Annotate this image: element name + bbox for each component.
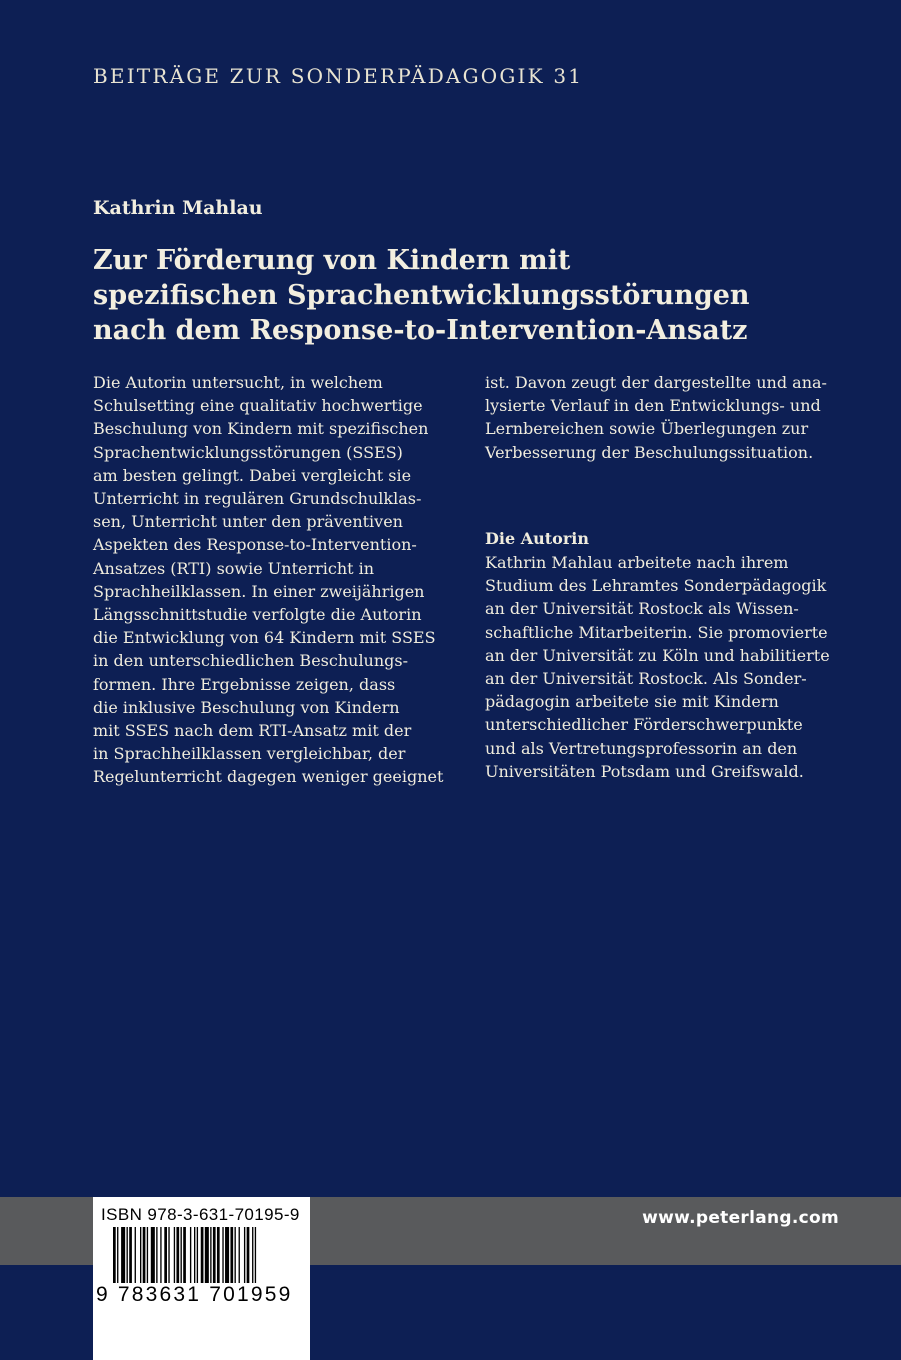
text-line: und als Vertretungsprofessorin an den bbox=[485, 738, 798, 758]
text-line: sen, Unterricht unter den präventiven bbox=[93, 512, 403, 532]
series-title: BEITRÄGE ZUR SONDERPÄDAGOGIK 31 bbox=[93, 64, 584, 88]
text-line: Sprachheilklassen. In einer zweijährigen bbox=[93, 581, 425, 601]
text-line: Schulsetting eine qualitativ hochwertige bbox=[93, 396, 423, 416]
title-line: nach dem Response-to-Intervention-Ansatz bbox=[93, 315, 748, 346]
text-line: Längsschnittstudie verfolgte die Autorin bbox=[93, 605, 422, 625]
text-line: die Entwicklung von 64 Kindern mit SSES bbox=[93, 628, 436, 648]
text-line: ist. Davon zeugt der dargestellte und ana- bbox=[485, 373, 827, 392]
text-line: Beschulung von Kindern mit spezifischen bbox=[93, 419, 429, 439]
text-line: in Sprachheilklassen vergleichbar, der bbox=[93, 744, 406, 764]
text-line: mit SSES nach dem RTI-Ansatz mit der bbox=[93, 721, 412, 741]
text-line: lysierte Verlauf in den Entwicklungs- und bbox=[485, 396, 821, 416]
abstract-right-column bbox=[485, 371, 845, 464]
text-line: Lernbereichen sowie Überlegungen zur bbox=[485, 419, 809, 439]
abstract-left-column bbox=[93, 371, 453, 789]
book-title bbox=[93, 243, 853, 348]
text-line: an der Universität Rostock als Wissen- bbox=[485, 599, 799, 619]
text-line: Regelunterricht dagegen weniger geeignet bbox=[93, 767, 444, 787]
text-line: Aspekten des Response-to-Intervention- bbox=[93, 535, 417, 555]
text-line: Kathrin Mahlau arbeitete nach ihrem bbox=[485, 553, 789, 572]
text-line: Verbesserung der Beschulungssituation. bbox=[485, 442, 814, 462]
text-line: am besten gelingt. Dabei vergleicht sie bbox=[93, 465, 412, 485]
title-line: Zur Förderung von Kindern mit bbox=[93, 245, 571, 276]
about-author-heading: Die Autorin bbox=[485, 529, 589, 548]
barcode-image bbox=[113, 1227, 298, 1283]
barcode-digits: 9 783631 701959 bbox=[96, 1283, 293, 1306]
text-line: Studium des Lehramtes Sonderpädagogik bbox=[485, 576, 827, 596]
text-line: Sprachentwicklungsstörungen (SSES) bbox=[93, 442, 403, 462]
text-line: Unterricht in regulären Grundschulklas- bbox=[93, 489, 422, 509]
title-line: spezifischen Sprachentwicklungsstörungen bbox=[93, 280, 750, 311]
barcode-box bbox=[93, 1197, 310, 1360]
publisher-website[interactable]: www.peterlang.com bbox=[642, 1208, 839, 1228]
text-line: in den unterschiedlichen Beschulungs- bbox=[93, 651, 409, 671]
text-line: an der Universität zu Köln und habilitierte bbox=[485, 645, 830, 665]
text-line: die inklusive Beschulung von Kindern bbox=[93, 697, 400, 717]
text-line: Ansatzes (RTI) sowie Unterricht in bbox=[93, 558, 375, 578]
text-line: Universitäten Potsdam und Greifswald. bbox=[485, 761, 804, 781]
text-line: formen. Ihre Ergebnisse zeigen, dass bbox=[93, 674, 396, 694]
text-line: schaftliche Mitarbeiterin. Sie promovierte bbox=[485, 622, 828, 642]
about-author-text bbox=[485, 551, 830, 783]
isbn-label: ISBN 978-3-631-70195-9 bbox=[101, 1205, 300, 1224]
text-line: unterschiedlicher Förderschwerpunkte bbox=[485, 715, 803, 735]
text-line: Die Autorin untersucht, in welchem bbox=[93, 373, 383, 392]
author-name: Kathrin Mahlau bbox=[93, 197, 263, 219]
text-line: pädagogin arbeitete sie mit Kindern bbox=[485, 692, 779, 712]
text-line: an der Universität Rostock. Als Sonder- bbox=[485, 669, 807, 689]
